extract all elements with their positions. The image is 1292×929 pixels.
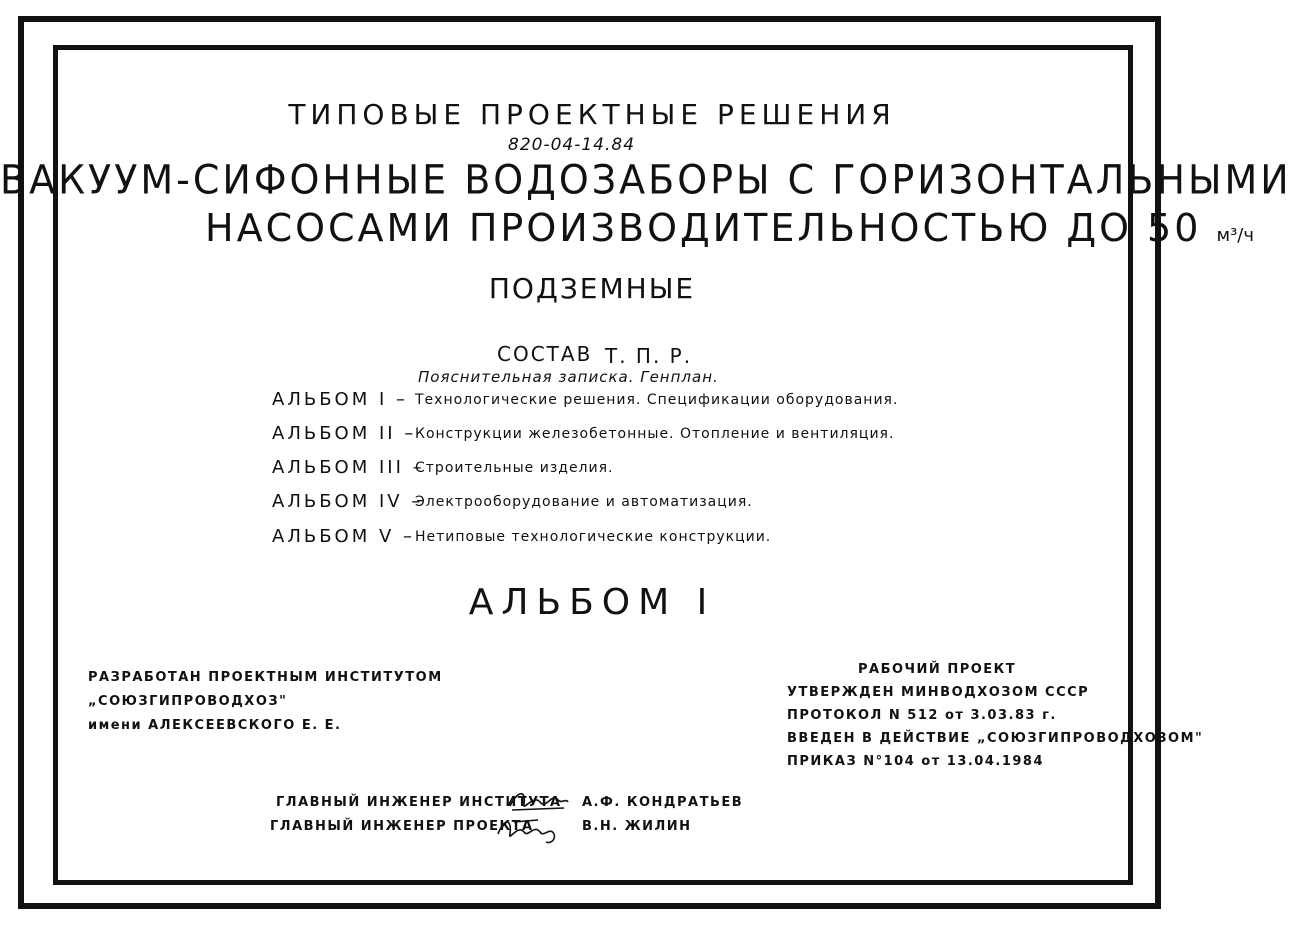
approval-line-1: РАБОЧИЙ ПРОЕКТ bbox=[858, 662, 1017, 677]
developer-line-3: имени АЛЕКСЕЕВСКОГО Е. Е. bbox=[88, 718, 342, 733]
composition-note: Пояснительная записка. Генплан. bbox=[418, 368, 719, 386]
album-2-text: Конструкции железобетонные. Отопление и вентиляция. bbox=[415, 426, 895, 442]
signature-row-2-name: В.Н. ЖИЛИН bbox=[582, 819, 692, 834]
album-1-text: Технологические решения. Спецификации оборудования. bbox=[415, 392, 899, 408]
album-3-text: Строительные изделия. bbox=[415, 460, 614, 476]
series-heading: ТИПОВЫЕ ПРОЕКТНЫЕ РЕШЕНИЯ bbox=[288, 98, 896, 131]
signature-zhilin bbox=[494, 812, 564, 846]
subtitle: ПОДЗЕМНЫЕ bbox=[488, 272, 696, 305]
composition-abbr: Т. П. Р. bbox=[605, 344, 693, 368]
title-line-2-text: НАСОСАМИ ПРОИЗВОДИТЕЛЬНОСТЬЮ ДО 50 bbox=[205, 206, 1202, 250]
album-5-text: Нетиповые технологические конструкции. bbox=[415, 529, 772, 545]
approval-line-4: ВВЕДЕН В ДЕЙСТВИЕ „СОЮЗГИПРОВОДХОЗОМ" bbox=[787, 731, 1204, 746]
capacity-unit: м³/ч bbox=[1216, 225, 1255, 246]
approval-line-5: ПРИКАЗ N°104 от 13.04.1984 bbox=[787, 754, 1045, 769]
signature-row-2-role: ГЛАВНЫЙ ИНЖЕНЕР ПРОЕКТА bbox=[270, 819, 534, 834]
title-line-2 bbox=[205, 206, 1254, 250]
signature-row-1-name: А.Ф. КОНДРАТЬЕВ bbox=[582, 795, 744, 810]
approval-line-3: ПРОТОКОЛ N 512 от 3.03.83 г. bbox=[787, 708, 1057, 723]
composition-heading: СОСТАВ bbox=[497, 342, 593, 366]
title-line-1: ВАКУУМ-СИФОННЫЕ ВОДОЗАБОРЫ С ГОРИЗОНТАЛЬНЫМИ bbox=[0, 156, 1292, 204]
album-5-label: АЛЬБОМ V – bbox=[272, 526, 416, 547]
album-3-label: АЛЬБОМ III – bbox=[272, 457, 425, 478]
album-4-label: АЛЬБОМ IV – bbox=[272, 491, 424, 512]
developer-line-1: РАЗРАБОТАН ПРОЕКТНЫМ ИНСТИТУТОМ bbox=[88, 670, 443, 685]
signature-row-1-role: ГЛАВНЫЙ ИНЖЕНЕР ИНСТИТУТА bbox=[276, 795, 562, 810]
developer-line-2: „СОЮЗГИПРОВОДХОЗ" bbox=[88, 694, 288, 709]
album-1-label: АЛЬБОМ I – bbox=[272, 389, 408, 410]
album-2-label: АЛЬБОМ II – bbox=[272, 423, 417, 444]
album-title: АЛЬБОМ I bbox=[468, 582, 716, 623]
album-4-text: Электрооборудование и автоматизация. bbox=[415, 494, 753, 510]
approval-line-2: УТВЕРЖДЕН МИНВОДХОЗОМ СССР bbox=[787, 685, 1090, 700]
project-code: 820-04-14.84 bbox=[508, 135, 636, 155]
